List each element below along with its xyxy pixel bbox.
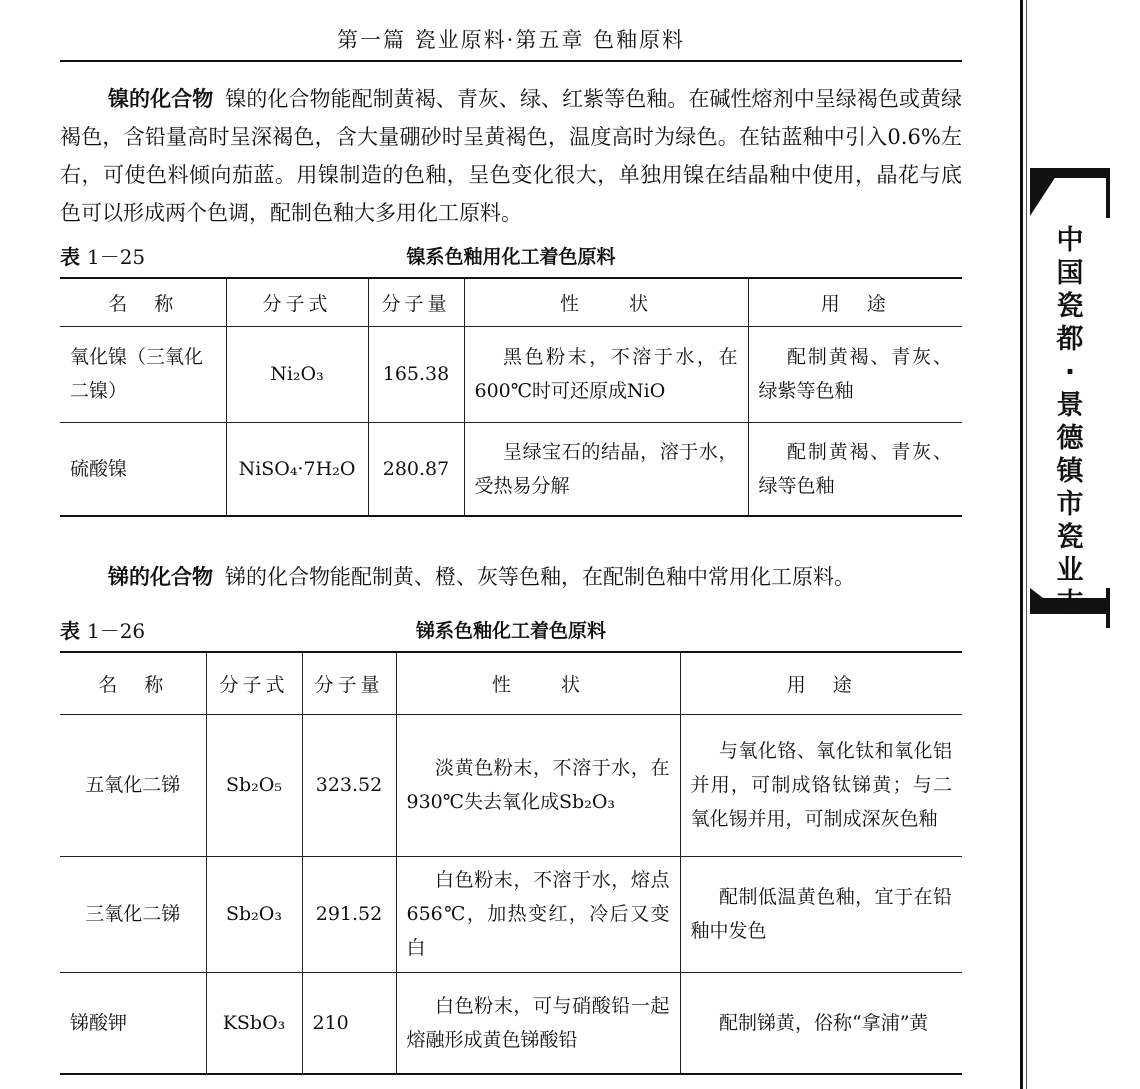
book-title-char: 镇 <box>1056 456 1084 487</box>
paragraph-text: 镍的化合物能配制黄褐、青灰、绿、红紫等色釉。在碱性熔剂中呈绿褐色或黄绿褐色，含铅量高时呈深褐色，含大量硼砂时呈黄褐色，温度高时为绿色。在钴蓝釉中引入0.6%左右，可使色料倾向茄蓝。用镍制造的色釉，呈色变化很大，单独用镍在结晶釉中使用，晶花与底色可以形成两个色调，配制色釉大多用化工原料。 <box>60 87 963 225</box>
table-number-value: 1－26 <box>86 619 146 643</box>
table-row <box>60 856 962 972</box>
paragraph-lead: 锑的化合物 <box>108 565 213 589</box>
cell-property: 白色粉末，可与硝酸铅一起熔融形成黄色锑酸铅 <box>396 972 680 1074</box>
paragraph-nickel <box>60 80 962 232</box>
cell-use: 配制锑黄，俗称“拿浦”黄 <box>680 972 962 1074</box>
book-title-char: 都 <box>1056 324 1084 355</box>
paragraph-text: 锑的化合物能配制黄、橙、灰等色釉，在配制色釉中常用化工原料。 <box>225 565 855 589</box>
cell-formula: KSbO₃ <box>206 972 302 1074</box>
book-title-char: 瓷 <box>1056 291 1084 322</box>
cell-formula: Sb₂O₃ <box>206 856 302 972</box>
cell-formula: NiSO₄·7H₂O <box>226 422 368 516</box>
table-caption <box>60 242 962 272</box>
cell-weight: 165.38 <box>368 326 464 422</box>
side-border-thin <box>1026 0 1027 1089</box>
cell-name: 五氧化二锑 <box>60 714 206 856</box>
table-header-row <box>60 652 962 714</box>
nickel-table <box>60 277 962 517</box>
book-title-char: 市 <box>1056 489 1084 520</box>
header-rule <box>60 60 962 62</box>
cell-weight: 280.87 <box>368 422 464 516</box>
header-name: 名 称 <box>60 278 226 326</box>
table-number-value: 1－25 <box>86 245 146 269</box>
cell-weight: 323.52 <box>302 714 396 856</box>
book-title-char: 国 <box>1056 258 1084 289</box>
book-title-char: 业 <box>1056 555 1084 586</box>
cell-use: 配制黄褐、青灰、绿等色釉 <box>748 422 962 516</box>
cell-use: 配制低温黄色釉，宜于在铅釉中发色 <box>680 856 962 972</box>
book-title-tab <box>1030 168 1110 638</box>
table-row <box>60 714 962 856</box>
table-title: 镍系色釉用化工着色原料 <box>406 246 616 268</box>
table-row <box>60 326 962 422</box>
book-title-char: 景 <box>1056 390 1084 421</box>
header-use: 用 途 <box>748 278 962 326</box>
cell-name: 锑酸钾 <box>60 972 206 1074</box>
header-weight: 分子量 <box>368 278 464 326</box>
header-weight: 分子量 <box>302 652 396 714</box>
cell-weight: 210 <box>302 972 396 1074</box>
cell-formula: Ni₂O₃ <box>226 326 368 422</box>
book-title-char: 中 <box>1056 225 1084 256</box>
cell-use: 配制黄褐、青灰、绿紫等色釉 <box>748 326 962 422</box>
cell-name: 硫酸镍 <box>60 422 226 516</box>
header-use: 用 途 <box>680 652 962 714</box>
table-label: 表 <box>60 245 80 269</box>
cell-name: 三氧化二锑 <box>60 856 206 972</box>
header-formula: 分子式 <box>226 278 368 326</box>
cell-name: 氧化镍（三氧化二镍） <box>60 326 226 422</box>
table-row <box>60 972 962 1074</box>
table-row <box>60 422 962 516</box>
side-border-thick <box>1020 0 1023 1089</box>
header-formula: 分子式 <box>206 652 302 714</box>
paragraph-antimony <box>60 558 962 596</box>
cell-property: 白色粉末，不溶于水，熔点656℃，加热变红，冷后又变白 <box>396 856 680 972</box>
running-head: 第一篇 瓷业原料·第五章 色釉原料 <box>336 28 686 52</box>
book-title-char: · <box>1064 357 1076 388</box>
table-label: 表 <box>60 619 80 643</box>
header-property: 性 状 <box>396 652 680 714</box>
paragraph-lead: 镍的化合物 <box>108 87 214 111</box>
header-name: 名 称 <box>60 652 206 714</box>
cell-property: 黑色粉末，不溶于水，在600℃时可还原成NiO <box>464 326 748 422</box>
table-title: 锑系色釉化工着色原料 <box>415 620 606 642</box>
table-header-row <box>60 278 962 326</box>
cell-weight: 291.52 <box>302 856 396 972</box>
antimony-table <box>60 651 962 1075</box>
cell-property: 淡黄色粉末，不溶于水，在930℃失去氧化成Sb₂O₃ <box>396 714 680 856</box>
header-property: 性 状 <box>464 278 748 326</box>
cell-property: 呈绿宝石的结晶，溶于水，受热易分解 <box>464 422 748 516</box>
table-caption <box>60 616 962 646</box>
cell-formula: Sb₂O₅ <box>206 714 302 856</box>
book-title-char: 瓷 <box>1056 522 1084 553</box>
book-title-char: 德 <box>1056 423 1084 454</box>
book-title <box>1030 224 1110 620</box>
book-title-char: 志 <box>1056 588 1084 619</box>
cell-use: 与氧化铬、氧化钛和氧化铝并用，可制成铬钛锑黄；与二氧化锡并用，可制成深灰色釉 <box>680 714 962 856</box>
